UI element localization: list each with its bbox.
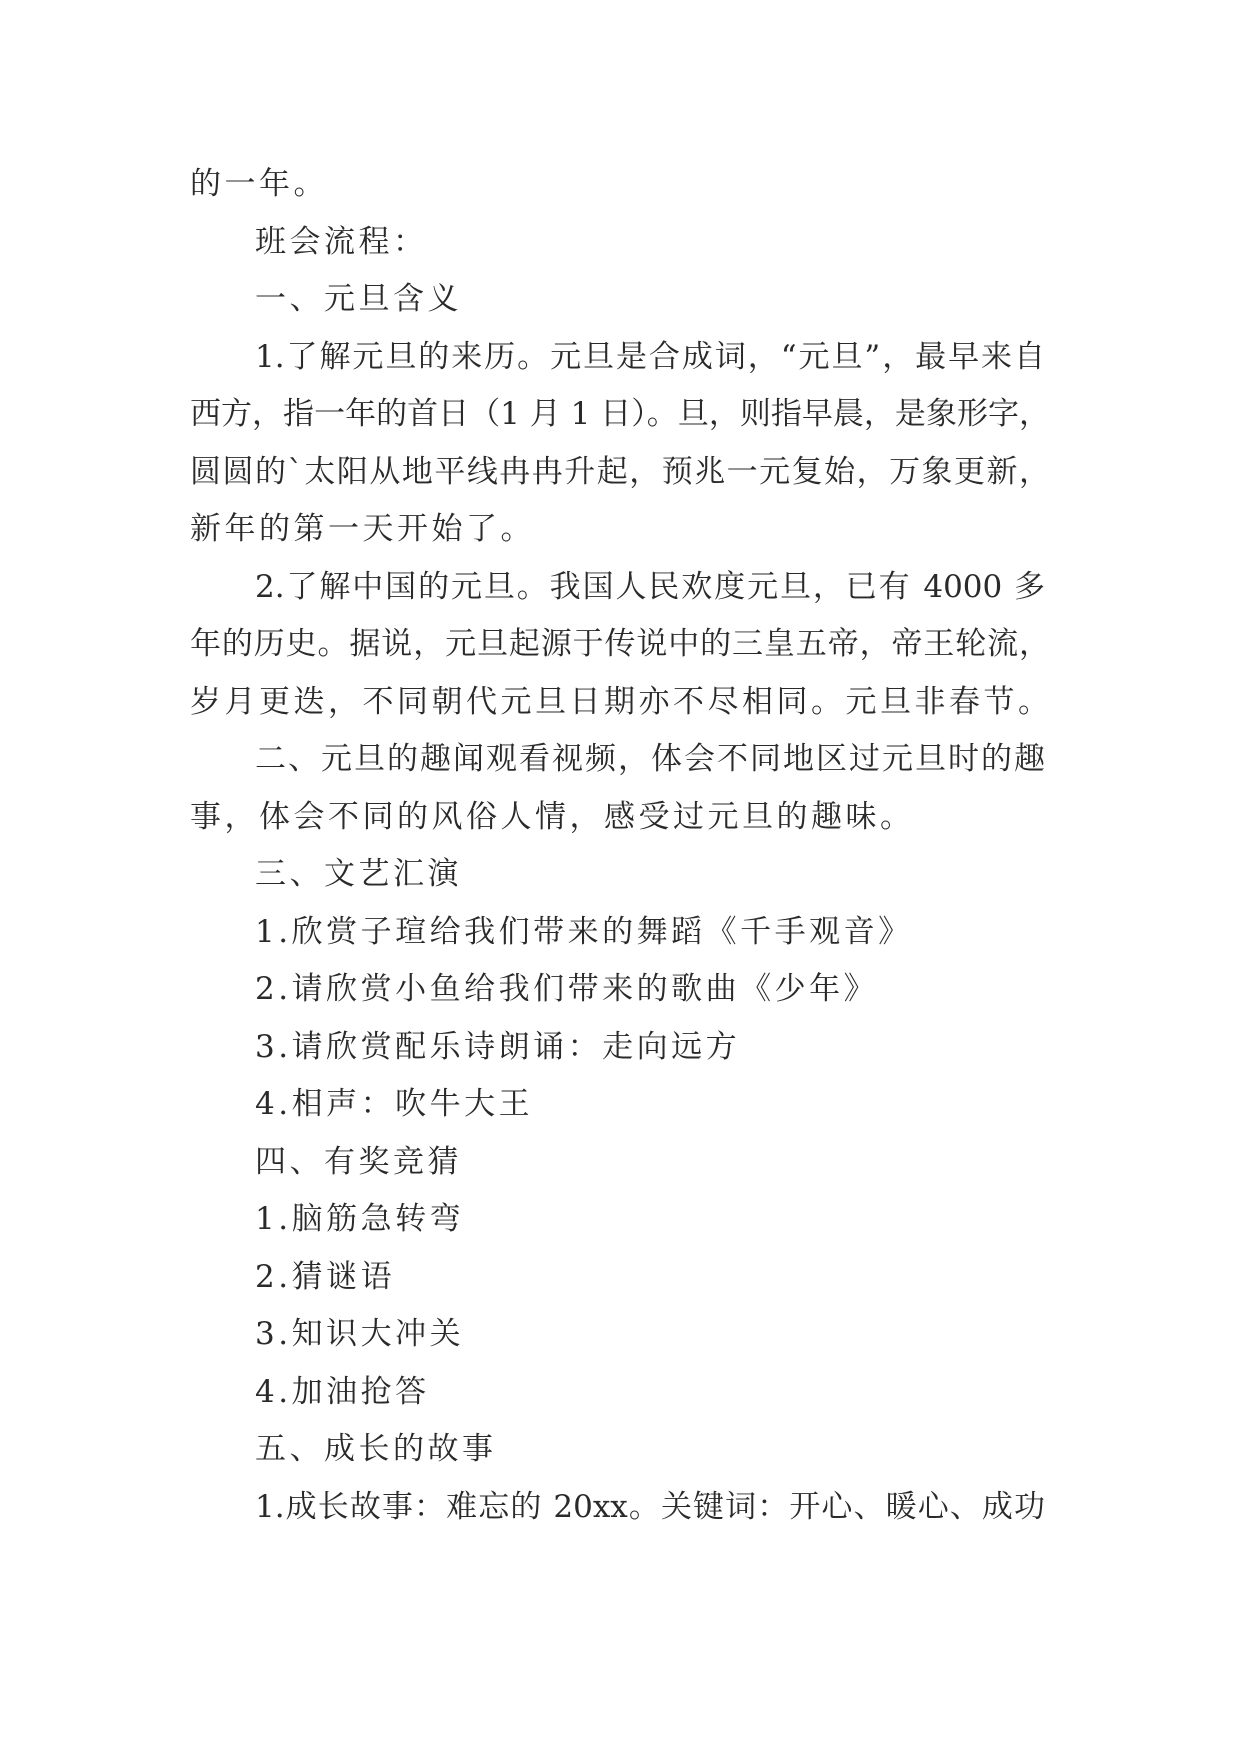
section-heading: 五、成长的故事 (255, 1431, 497, 1467)
list-item: 4.相声：吹牛大王 (255, 1086, 534, 1122)
text-line: 的一年。 (190, 166, 328, 202)
paragraph-line: 2.了解中国的元旦。我国人民欢度元旦，已有 4000 多 (255, 569, 1045, 605)
paragraph-line: 新年的第一天开始了。 (190, 511, 535, 547)
section-heading: 三、文艺汇演 (255, 856, 462, 892)
paragraph-line: 年的历史。据说，元旦起源于传说中的三皇五帝，帝王轮流， (190, 626, 1050, 662)
paragraph-line: 岁月更迭，不同朝代元旦日期亦不尽相同。元旦非春节。 (190, 684, 1053, 720)
list-item: 1.脑筋急转弯 (255, 1201, 465, 1237)
section-heading: 四、有奖竞猜 (255, 1144, 462, 1180)
paragraph-line: 西方，指一年的首日（1 月 1 日）。旦，则指早晨，是象形字， (190, 396, 1050, 432)
list-item: 3.请欣赏配乐诗朗诵：走向远方 (255, 1029, 741, 1065)
paragraph-line: 事，体会不同的风俗人情，感受过元旦的趣味。 (190, 799, 915, 835)
section-heading: 班会流程： (255, 224, 428, 260)
paragraph-line: 圆圆的`太阳从地平线冉冉升起，预兆一元复始，万象更新， (190, 454, 1050, 490)
list-item: 2.请欣赏小鱼给我们带来的歌曲《少年》 (255, 971, 879, 1007)
section-heading: 一、元旦含义 (255, 281, 462, 317)
paragraph-line: 二、元旦的趣闻观看视频，体会不同地区过元旦时的趣 (255, 741, 1045, 777)
list-item: 1.欣赏子瑄给我们带来的舞蹈《千手观音》 (255, 914, 913, 950)
list-item: 3.知识大冲关 (255, 1316, 465, 1352)
list-item: 2.猜谜语 (255, 1259, 396, 1295)
paragraph-line: 1.了解元旦的来历。元旦是合成词，“元旦”，最早来自 (255, 339, 1045, 375)
list-item: 1.成长故事：难忘的 20xx。关键词：开心、暖心、成功 (255, 1489, 1045, 1525)
list-item: 4.加油抢答 (255, 1374, 430, 1410)
